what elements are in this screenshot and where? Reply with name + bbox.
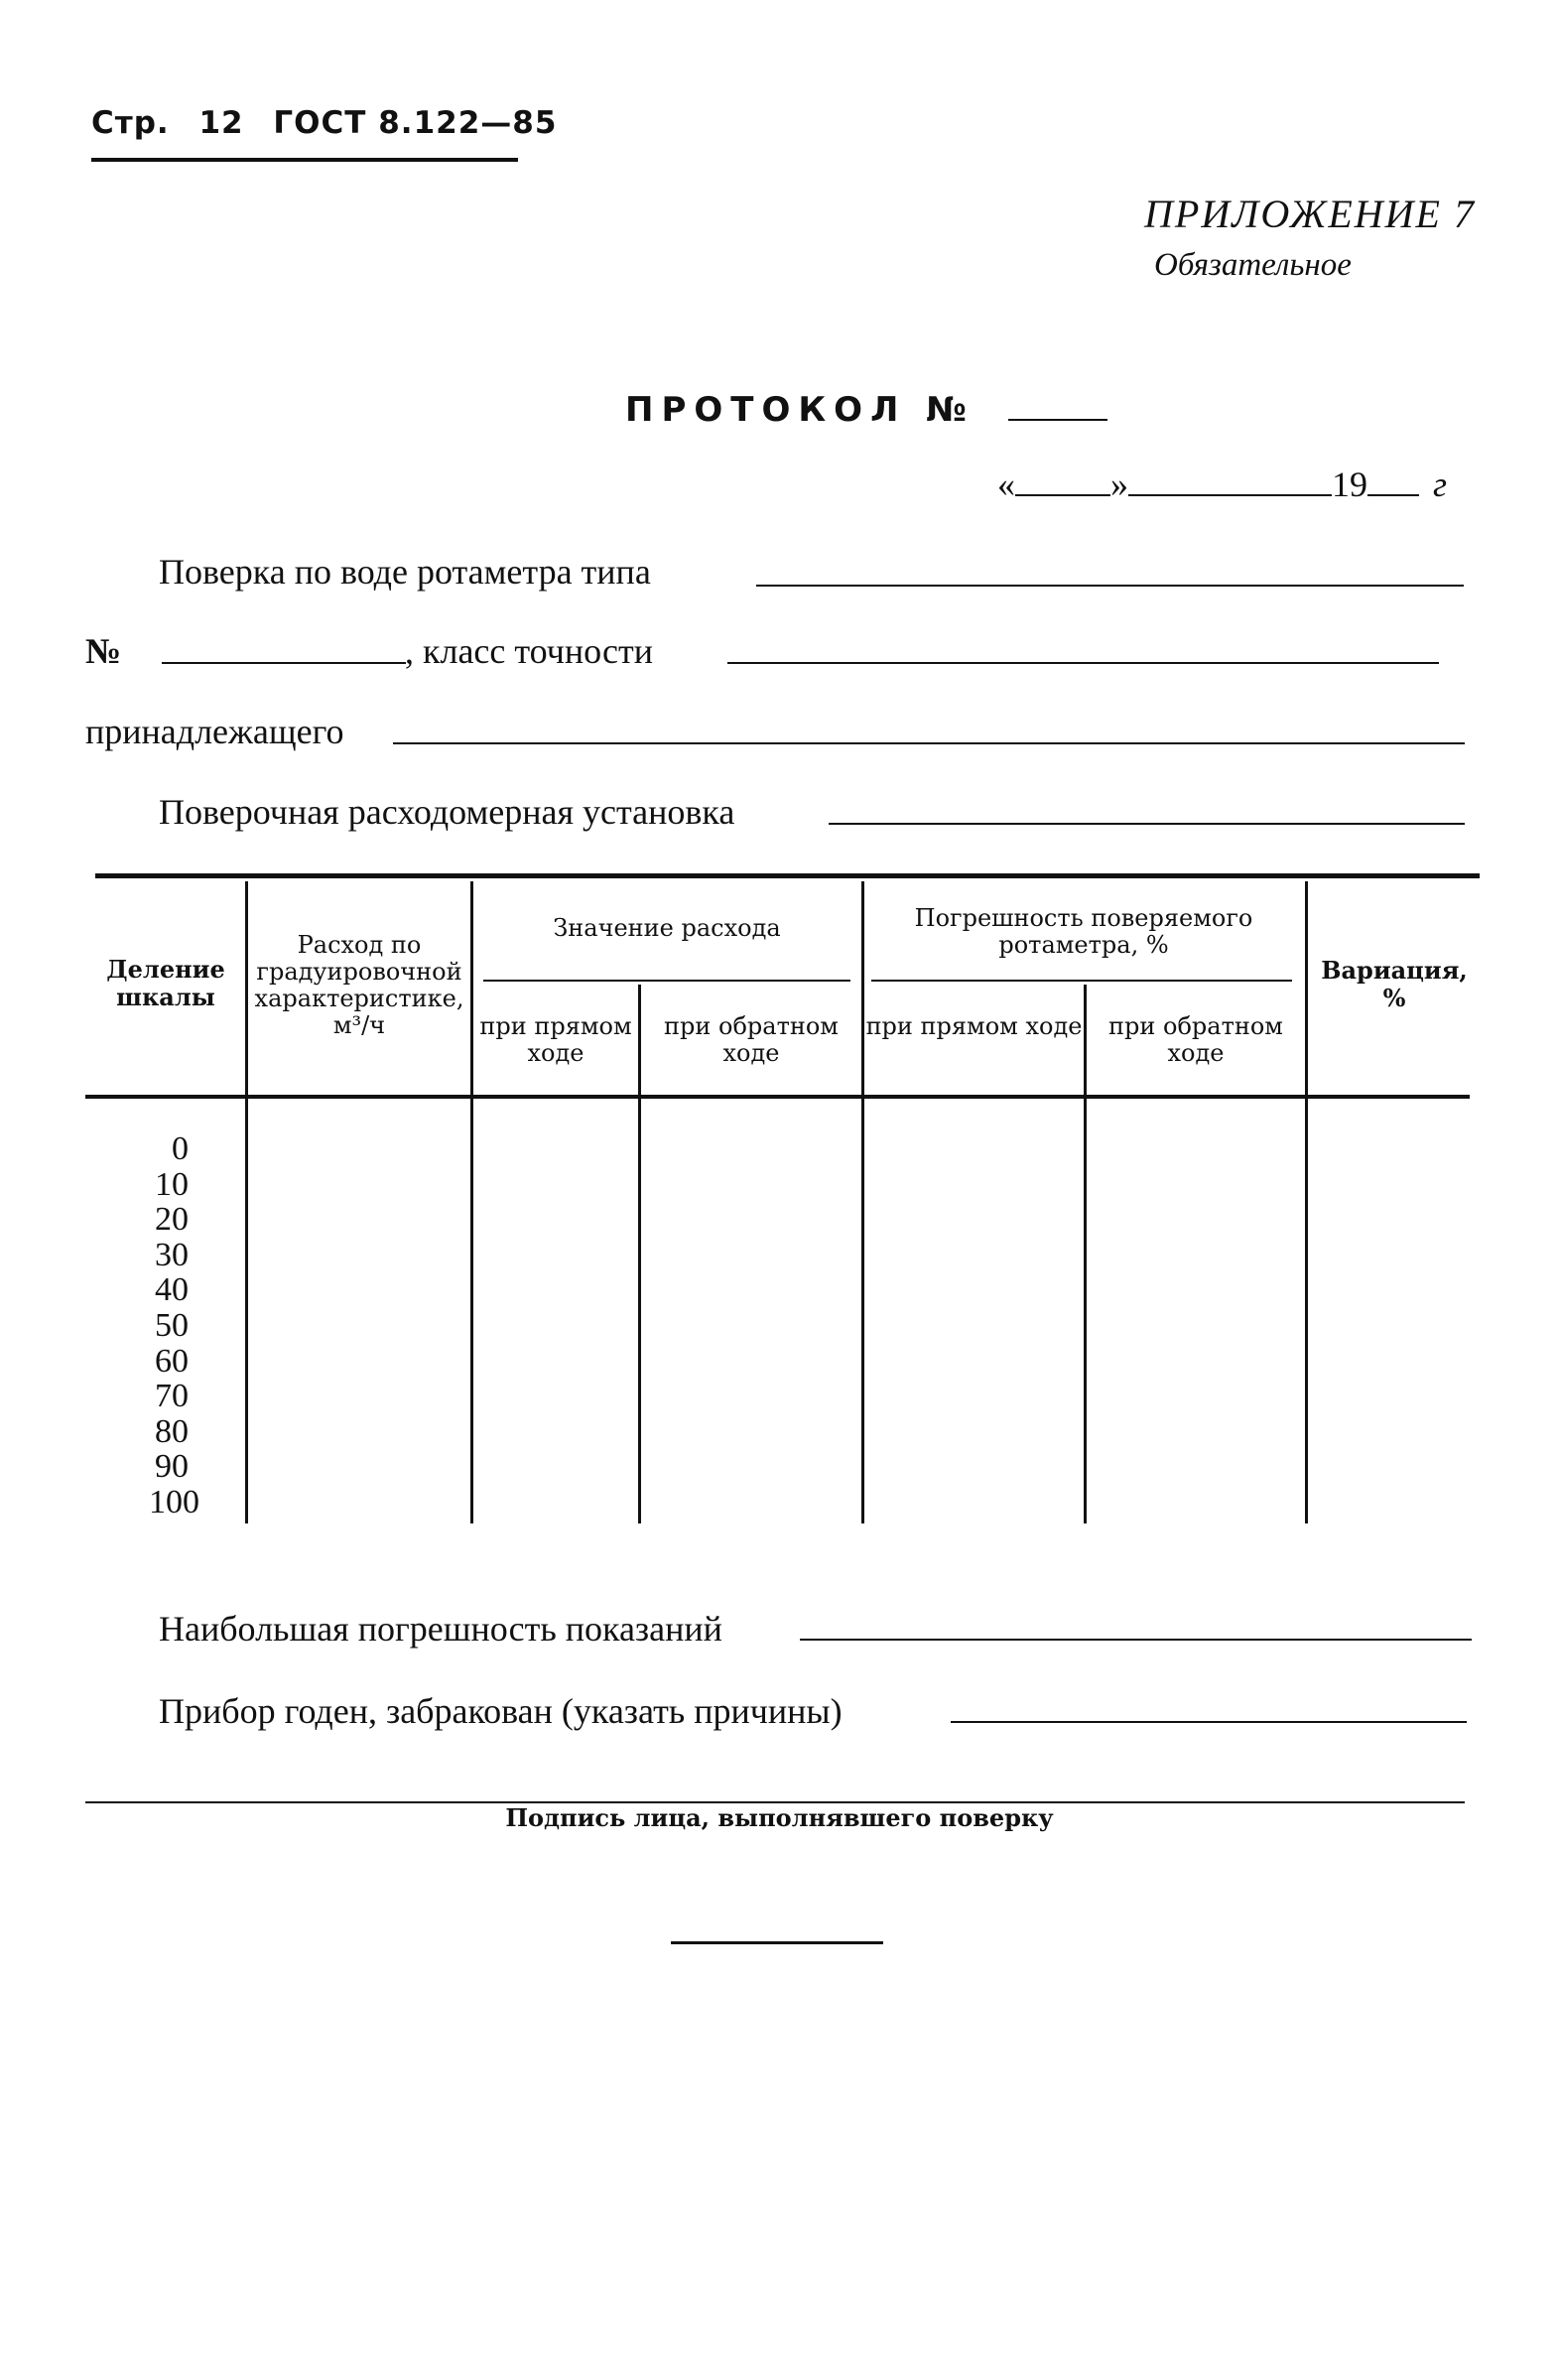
- table-row: 90: [155, 1448, 189, 1486]
- table-header-rule: [85, 1095, 1470, 1099]
- serial-number-blank[interactable]: [162, 662, 406, 664]
- owner-blank[interactable]: [393, 742, 1465, 744]
- table-top-rule: [95, 873, 1480, 878]
- table-row: 30: [155, 1236, 189, 1273]
- max-error-label: Наибольшая погрешность показаний: [159, 1609, 722, 1649]
- table-row: 70: [155, 1378, 189, 1415]
- verdict-blank[interactable]: [951, 1721, 1467, 1723]
- date-year-prefix: 19: [1332, 464, 1367, 504]
- accuracy-class-blank[interactable]: [727, 662, 1439, 664]
- group-underline-flow: [483, 980, 850, 982]
- standard-number: ГОСТ 8.122—85: [273, 105, 558, 141]
- header-variation: Вариация, %: [1321, 956, 1468, 1012]
- date-open-quote: «: [997, 464, 1015, 504]
- accuracy-class-label: , класс точности: [405, 631, 653, 671]
- date-month-blank[interactable]: [1128, 494, 1332, 496]
- date-year-suffix: г: [1433, 464, 1448, 504]
- header-error-reverse: при обратном ходе: [1108, 1012, 1283, 1067]
- page-number: 12: [198, 105, 244, 141]
- protocol-number-blank[interactable]: [1008, 419, 1107, 421]
- table-row: 10: [155, 1165, 189, 1203]
- table-row: 80: [155, 1412, 189, 1450]
- table-row: 100: [149, 1483, 199, 1521]
- max-error-blank[interactable]: [800, 1639, 1472, 1641]
- installation-label: Поверочная расходомерная установка: [159, 792, 735, 832]
- col-divider-2: [470, 881, 473, 1523]
- scale-division-values: [149, 1130, 199, 1521]
- rotameter-type-blank[interactable]: [756, 585, 1464, 587]
- protocol-title: [625, 390, 1107, 430]
- group-underline-error: [871, 980, 1292, 982]
- verdict-label: Прибор годен, забракован (указать причины): [159, 1691, 843, 1731]
- signature-caption: Подпись лица, выполнявшего поверку: [505, 1803, 1054, 1832]
- header-flow-reverse: при обратном ходе: [664, 1012, 839, 1067]
- belonging-label: принадлежащего: [85, 712, 344, 751]
- header-error-forward: при прямом ходе: [865, 1012, 1083, 1040]
- header-calibration-flow: Расход по градуировочной характеристике, м³/ч: [254, 931, 464, 1039]
- header-flow-forward: при прямом ходе: [479, 1012, 632, 1067]
- water-check-label: Поверка по воде ротаметра типа: [159, 552, 651, 592]
- header-rule: [91, 158, 518, 162]
- table-row: 60: [155, 1342, 189, 1380]
- date-year-blank[interactable]: [1367, 494, 1419, 496]
- number-label: №: [85, 631, 122, 671]
- col-divider-5: [1084, 985, 1087, 1523]
- date-close-quote: »: [1110, 464, 1128, 504]
- end-rule: [671, 1941, 883, 1944]
- col-divider-6: [1305, 881, 1308, 1523]
- date-day-blank[interactable]: [1015, 494, 1110, 496]
- page-label: Стр.: [91, 105, 170, 141]
- header-flow-value-group: Значение расхода: [553, 914, 781, 942]
- page-header: [91, 105, 557, 141]
- header-error-group: Погрешность поверяемого ротаметра, %: [914, 904, 1253, 959]
- table-row: 0: [172, 1130, 189, 1167]
- table-row: 50: [155, 1306, 189, 1344]
- appendix-status: Обязательное: [1154, 247, 1352, 283]
- installation-blank[interactable]: [829, 823, 1465, 825]
- col-divider-4: [861, 881, 864, 1523]
- header-scale-division: Деление шкалы: [106, 955, 225, 1011]
- appendix-title: ПРИЛОЖЕНИЕ 7: [1144, 192, 1476, 236]
- date-line: [997, 463, 1447, 505]
- col-divider-3: [638, 985, 641, 1523]
- table-row: 20: [155, 1201, 189, 1239]
- table-row: 40: [155, 1271, 189, 1309]
- protocol-title-text: ПРОТОКОЛ №: [625, 390, 975, 430]
- col-divider-1: [245, 881, 248, 1523]
